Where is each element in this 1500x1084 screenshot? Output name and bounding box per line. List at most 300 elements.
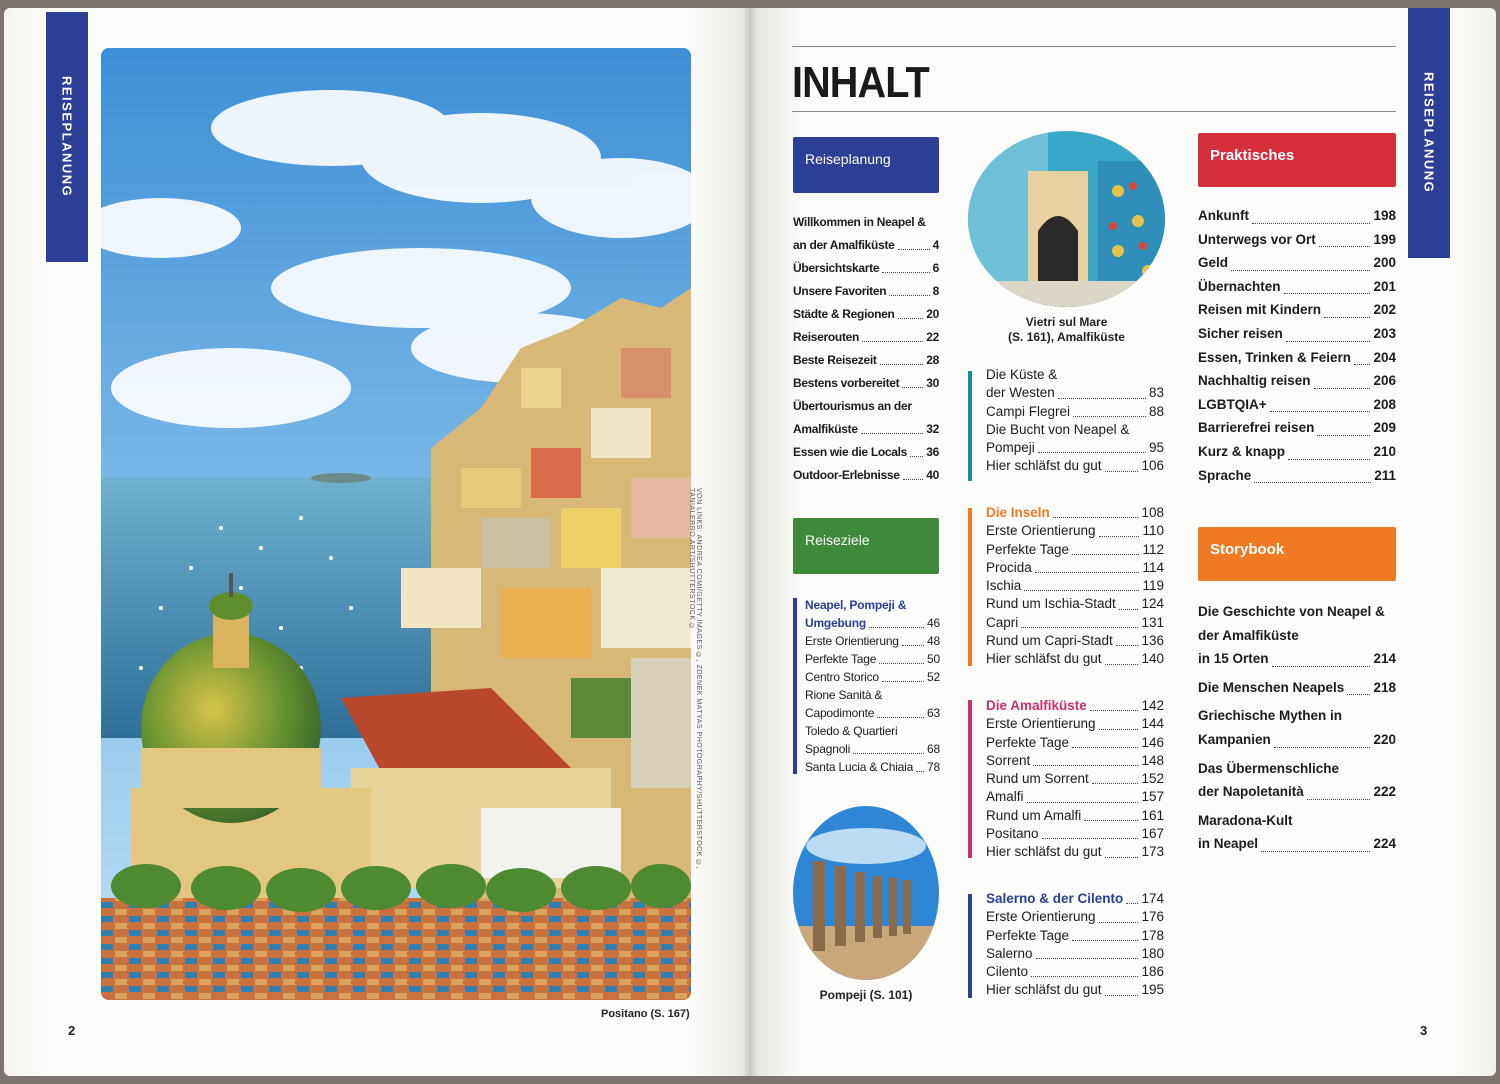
toc-item (986, 650, 1164, 668)
toc-entry (1198, 416, 1396, 440)
toc-item (793, 374, 939, 392)
toc-leader (1314, 388, 1371, 389)
toc-entry-label: Positano (986, 826, 1039, 842)
toc-leader (1324, 317, 1370, 318)
toc-entry-label: Rund um Capri-Stadt (986, 633, 1113, 649)
toc-leader (1116, 645, 1139, 646)
toc-entry (986, 522, 1164, 540)
toc-item (1198, 809, 1396, 856)
toc-entry-label: Die Küste & (986, 367, 1058, 382)
vietri-caption (968, 315, 1165, 345)
left-page (4, 8, 750, 1076)
toc-entry (1198, 780, 1396, 804)
toc-entry-page: 161 (1141, 807, 1164, 823)
section-heading-reiseziele: Reiseziele (793, 518, 939, 574)
toc-entry-label: Erste Orientierung (986, 909, 1096, 925)
toc-item (805, 650, 940, 668)
toc-entry (805, 668, 940, 686)
toc-entry (986, 945, 1164, 963)
toc-item (1198, 676, 1396, 700)
toc-item (986, 559, 1164, 577)
toc-entry-label: Hier schläfst du gut (986, 844, 1102, 860)
toc-leader (1042, 838, 1139, 839)
toc-entry-page: 50 (927, 652, 940, 666)
toc-entry-label: Sorrent (986, 752, 1031, 768)
section-bar-salerno (968, 894, 972, 998)
toc-entry-line (793, 397, 939, 415)
toc-leader (1090, 710, 1139, 711)
toc-entry (793, 374, 939, 392)
section-bar-neapel (793, 598, 797, 774)
toc-entry (793, 259, 939, 277)
toc-entry-label: Ankunft (1198, 208, 1249, 223)
toc-entry-label: Erste Orientierung (986, 716, 1096, 732)
toc-entry (793, 305, 939, 323)
toc-entry-label: Salerno & der Cilento (986, 891, 1124, 906)
toc-entry-label: Erste Orientierung (986, 523, 1096, 539)
toc-entry (986, 890, 1164, 908)
toc-entry (986, 770, 1164, 788)
toc-entry-label: Santa Lucia & Chiaia (805, 760, 914, 774)
toc-leader (902, 387, 923, 388)
toc-item (986, 945, 1164, 963)
toc-inseln (986, 504, 1164, 669)
toc-entry-page: 202 (1373, 302, 1396, 318)
toc-entry (986, 632, 1164, 650)
toc-leader (1119, 609, 1139, 610)
toc-item (986, 715, 1164, 733)
toc-item (793, 466, 939, 484)
toc-entry-label: Das Übermenschliche (1198, 760, 1340, 776)
toc-entry-line (1198, 757, 1396, 781)
toc-entry (793, 420, 939, 438)
toc-leader (910, 456, 923, 457)
toc-entry-label: Capodimonte (805, 706, 875, 720)
toc-entry (986, 439, 1164, 457)
toc-amalfi (986, 697, 1164, 862)
toc-entry-page: 20 (926, 307, 939, 321)
toc-item (1198, 369, 1396, 393)
toc-entry-label: Bestens vorbereitet (793, 376, 900, 390)
toc-leader (853, 753, 924, 754)
section-bar-amalfi (968, 700, 972, 858)
toc-entry-label: Amalfi (986, 789, 1024, 805)
side-tab-label: REISEPLANUNG (59, 76, 75, 198)
side-tab-left (46, 12, 88, 262)
toc-entry-page: 218 (1373, 679, 1396, 695)
toc-entry-line (1198, 704, 1396, 728)
toc-entry-label: Die Geschichte von Neapel & (1198, 604, 1385, 619)
toc-leader (903, 479, 924, 480)
toc-entry-page: 214 (1373, 651, 1396, 667)
toc-entry-label: Outdoor-Erlebnisse (793, 468, 900, 482)
toc-entry-line (805, 596, 940, 614)
toc-entry-page: 222 (1373, 784, 1396, 800)
toc-leader (1072, 554, 1139, 555)
toc-entry-page: 167 (1141, 826, 1164, 842)
toc-entry-line (1198, 600, 1396, 624)
pompeji-photo (793, 806, 939, 980)
book-spine (742, 8, 758, 1076)
toc-entry-page: 211 (1374, 467, 1396, 483)
toc-item (1198, 600, 1396, 671)
toc-entry (986, 843, 1164, 861)
toc-item (793, 305, 939, 323)
toc-entry-page: 136 (1141, 633, 1164, 649)
toc-entry (986, 577, 1164, 595)
toc-entry (986, 457, 1164, 475)
toc-leader (861, 433, 924, 434)
toc-entry-label: Procida (986, 559, 1032, 575)
toc-reiseziele (805, 596, 940, 776)
toc-leader (1126, 903, 1138, 904)
toc-item (793, 282, 939, 300)
toc-entry-page: 106 (1141, 458, 1164, 474)
toc-leader (882, 272, 929, 273)
toc-item (1198, 440, 1396, 464)
toc-leader (1105, 857, 1139, 858)
toc-entry-label: Übernachten (1198, 278, 1281, 294)
toc-item (1198, 757, 1396, 804)
toc-entry (793, 443, 939, 461)
toc-entry-page: 174 (1141, 891, 1164, 906)
toc-praktisches (1198, 204, 1396, 487)
toc-salerno (986, 890, 1164, 1000)
toc-leader (916, 771, 924, 772)
side-tab-label: REISEPLANUNG (1421, 72, 1437, 194)
toc-entry-page: 48 (927, 634, 940, 648)
toc-entry-page: 210 (1373, 443, 1396, 459)
toc-leader (1099, 922, 1139, 923)
toc-item (986, 927, 1164, 945)
toc-item (986, 541, 1164, 559)
toc-item (793, 443, 939, 461)
toc-item (986, 770, 1164, 788)
toc-entry-page: 112 (1142, 541, 1164, 557)
toc-item (1198, 704, 1396, 751)
toc-entry-page: 22 (926, 330, 939, 344)
toc-leader (1105, 664, 1139, 665)
toc-entry-label: Städte & Regionen (793, 307, 895, 321)
toc-entry-label: Reisen mit Kindern (1198, 302, 1322, 318)
toc-item (986, 788, 1164, 806)
toc-item (986, 734, 1164, 752)
toc-entry-label: Beste Reisezeit (793, 353, 877, 367)
toc-entry (805, 650, 940, 668)
toc-leader (898, 318, 924, 319)
toc-item (805, 668, 940, 686)
toc-entry-page: 124 (1141, 596, 1164, 612)
toc-entry (1198, 728, 1396, 752)
toc-item (793, 397, 939, 438)
toc-leader (1354, 364, 1370, 365)
toc-entry-line (1198, 624, 1396, 648)
toc-entry-label: der Napoletanità (1198, 784, 1304, 800)
toc-entry-label: Die Bucht von Neapel & (986, 421, 1130, 437)
toc-entry (986, 595, 1164, 613)
toc-entry-page: 119 (1142, 578, 1164, 594)
pompeji-caption: Pompeji (S. 101) (819, 988, 913, 1002)
title-rule-top (792, 46, 1396, 47)
toc-entry (793, 282, 939, 300)
toc-leader (1099, 729, 1139, 730)
toc-entry-page: 199 (1373, 231, 1396, 247)
toc-entry-label: Spagnoli (805, 742, 851, 756)
title-rule-bottom (792, 111, 1396, 112)
toc-leader (1033, 765, 1138, 766)
toc-leader (1272, 666, 1371, 667)
toc-entry (1198, 298, 1396, 322)
toc-entry (986, 908, 1164, 926)
toc-leader (1099, 536, 1140, 537)
toc-entry-label: Essen wie die Locals (793, 445, 908, 459)
toc-item (986, 752, 1164, 770)
toc-item (986, 403, 1164, 421)
toc-leader (880, 364, 924, 365)
toc-item (793, 328, 939, 346)
toc-entry-page: 88 (1148, 403, 1164, 419)
toc-entry-label: an der Amalfiküste (793, 238, 895, 252)
toc-leader (902, 645, 924, 646)
section-heading-reiseplanung: Reiseplanung (793, 137, 939, 193)
toc-entry-page: 52 (927, 670, 940, 684)
right-page (750, 8, 1496, 1076)
toc-leader (1105, 471, 1139, 472)
toc-item (1198, 298, 1396, 322)
toc-leader (1307, 799, 1371, 800)
toc-item (805, 632, 940, 650)
toc-leader (1036, 958, 1139, 959)
toc-entry-line (986, 366, 1164, 384)
toc-entry-page: 209 (1373, 420, 1396, 436)
toc-entry-page: 204 (1373, 349, 1396, 365)
positano-photo (101, 48, 691, 1000)
toc-entry-label: Perfekte Tage (986, 541, 1070, 557)
toc-leader (1073, 416, 1146, 417)
toc-item (986, 421, 1164, 458)
toc-entry-page: 83 (1148, 385, 1164, 401)
toc-entry (1198, 275, 1396, 299)
toc-entry (986, 403, 1164, 421)
toc-entry-label: Die Menschen Neapels (1198, 679, 1345, 695)
toc-entry (805, 758, 940, 776)
toc-item (1198, 346, 1396, 370)
toc-reiseplanung (793, 213, 939, 489)
toc-leader (1053, 517, 1139, 518)
toc-entry-label: Hier schläfst du gut (986, 651, 1102, 667)
toc-entry-page: 63 (927, 706, 940, 720)
section-bar-inseln (968, 508, 972, 666)
toc-entry (793, 351, 939, 369)
toc-item (986, 843, 1164, 861)
toc-leader (1058, 398, 1146, 399)
toc-leader (1021, 627, 1138, 628)
toc-entry-page: 200 (1373, 255, 1396, 271)
toc-entry-page: 95 (1148, 440, 1164, 456)
toc-entry-label: Übertourismus an der (793, 399, 912, 413)
toc-entry-page: 40 (926, 468, 939, 482)
toc-leader (1317, 435, 1370, 436)
toc-item (986, 908, 1164, 926)
toc-entry-label: Rione Sanità & (805, 688, 883, 702)
toc-item (986, 963, 1164, 981)
toc-entry-page: 178 (1141, 927, 1164, 943)
toc-entry (986, 504, 1164, 522)
toc-entry-page: 195 (1141, 982, 1164, 998)
toc-leader (1027, 802, 1139, 803)
toc-item (986, 577, 1164, 595)
toc-entry-label: Willkommen in Neapel & (793, 215, 926, 229)
toc-leader (1072, 940, 1138, 941)
toc-item (793, 351, 939, 369)
toc-entry-page: 206 (1373, 373, 1396, 389)
toc-leader (1274, 747, 1371, 748)
toc-entry-page: 46 (927, 616, 940, 630)
toc-leader (1084, 820, 1138, 821)
toc-entry (986, 963, 1164, 981)
toc-entry-label: Campi Flegrei (986, 403, 1071, 419)
toc-leader (869, 627, 924, 628)
toc-entry (1198, 204, 1396, 228)
toc-entry (986, 541, 1164, 559)
toc-entry (986, 981, 1164, 999)
toc-kueste (986, 366, 1164, 476)
toc-entry-label: Erste Orientierung (805, 634, 899, 648)
toc-entry (793, 328, 939, 346)
toc-entry-line (986, 421, 1164, 439)
toc-entry (1198, 393, 1396, 417)
toc-entry-label: Reiserouten (793, 330, 860, 344)
toc-entry-label: in Neapel (1198, 836, 1259, 852)
toc-item (986, 981, 1164, 999)
toc-entry-label: Hier schläfst du gut (986, 982, 1102, 998)
toc-entry (805, 704, 940, 722)
toc-entry-page: 28 (926, 353, 939, 367)
toc-entry (1198, 369, 1396, 393)
toc-entry-label: Neapel, Pompeji & (805, 598, 907, 612)
toc-entry-label: Rund um Sorrent (986, 771, 1089, 787)
toc-entry (986, 927, 1164, 945)
toc-entry-label: Perfekte Tage (805, 652, 877, 666)
toc-entry-label: Cilento (986, 964, 1029, 980)
toc-entry (986, 559, 1164, 577)
toc-item (1198, 416, 1396, 440)
toc-leader (1286, 341, 1371, 342)
toc-item (805, 722, 940, 758)
toc-entry-label: der Westen (986, 385, 1055, 401)
toc-leader (1035, 572, 1140, 573)
photo-credit: VON LINKS: ANDREA COMI/GETTY IMAGES ©, ZDENEK MATYAS PHOTOGRAPHY/SHUTTERSTOCK ©, TANIALERRO.ART/SHUTTERSTOCK © (688, 488, 702, 870)
toc-entry-page: 198 (1373, 208, 1396, 223)
toc-entry (986, 807, 1164, 825)
toc-entry (1198, 440, 1396, 464)
toc-entry-page: 30 (926, 376, 939, 390)
toc-entry-line (805, 722, 940, 740)
toc-item (1198, 275, 1396, 299)
toc-item (1198, 251, 1396, 275)
toc-item (805, 758, 940, 776)
toc-leader (1038, 452, 1146, 453)
toc-leader (889, 295, 929, 296)
toc-entry-label: Übersichtskarte (793, 261, 880, 275)
toc-item (986, 614, 1164, 632)
toc-entry-page: 144 (1141, 716, 1164, 732)
side-tab-right (1408, 8, 1450, 258)
toc-entry-label: Pompeji (986, 440, 1035, 456)
toc-entry-label: Unsere Favoriten (793, 284, 887, 298)
toc-item (1198, 393, 1396, 417)
toc-entry-label: Umgebung (805, 616, 867, 630)
toc-item (793, 259, 939, 277)
page-title: INHALT (792, 58, 929, 107)
toc-entry-label: Amalfiküste (793, 422, 858, 436)
toc-leader (1231, 270, 1370, 271)
toc-leader (862, 341, 923, 342)
toc-entry-page: 6 (932, 261, 939, 275)
toc-entry-label: Die Amalfiküste (986, 698, 1087, 713)
toc-entry-label: Rund um Ischia-Stadt (986, 596, 1116, 612)
toc-entry-label: Kampanien (1198, 731, 1271, 747)
toc-entry-page: 224 (1373, 836, 1396, 852)
toc-entry-page: 110 (1142, 523, 1164, 539)
toc-entry (986, 752, 1164, 770)
caption-line: Vietri sul Mare (1025, 315, 1108, 329)
section-heading-storybook: Storybook (1198, 527, 1396, 581)
toc-item (1198, 464, 1396, 488)
toc-entry-page: 108 (1141, 505, 1164, 520)
toc-entry-label: Geld (1198, 255, 1229, 271)
toc-entry-line (1198, 809, 1396, 833)
section-bar-kueste (968, 371, 972, 481)
toc-leader (1261, 851, 1370, 852)
toc-entry-page: 173 (1141, 844, 1164, 860)
toc-entry-page: 142 (1141, 698, 1164, 713)
toc-entry (1198, 228, 1396, 252)
toc-entry (986, 384, 1164, 402)
toc-entry-page: 201 (1373, 278, 1396, 294)
toc-entry-page: 78 (927, 760, 940, 774)
toc-entry-label: Perfekte Tage (986, 927, 1070, 943)
toc-item (986, 807, 1164, 825)
toc-entry-page: 114 (1142, 559, 1164, 575)
toc-leader (882, 681, 924, 682)
toc-entry (986, 650, 1164, 668)
toc-leader (1092, 783, 1139, 784)
toc-entry-label: Sprache (1198, 467, 1252, 483)
toc-entry (986, 788, 1164, 806)
toc-entry-page: 186 (1141, 964, 1164, 980)
toc-entry-label: Nachhaltig reisen (1198, 373, 1311, 389)
toc-entry (805, 614, 940, 632)
toc-entry-page: 36 (926, 445, 939, 459)
toc-entry-label: Ischia (986, 578, 1022, 594)
toc-entry-label: Kurz & knapp (1198, 443, 1286, 459)
toc-item (986, 595, 1164, 613)
toc-entry (1198, 832, 1396, 856)
section-heading-praktisches: Praktisches (1198, 133, 1396, 187)
toc-entry (1198, 322, 1396, 346)
toc-entry-label: Unterwegs vor Ort (1198, 231, 1316, 247)
toc-leader (1347, 694, 1370, 695)
toc-item (986, 366, 1164, 403)
toc-item (793, 213, 939, 254)
toc-entry-label: Essen, Trinken & Feiern (1198, 349, 1352, 365)
toc-entry-page: 131 (1141, 614, 1164, 630)
toc-entry-label: Rund um Amalfi (986, 807, 1082, 823)
toc-leader (1072, 747, 1138, 748)
toc-leader (1284, 293, 1371, 294)
toc-entry (986, 715, 1164, 733)
